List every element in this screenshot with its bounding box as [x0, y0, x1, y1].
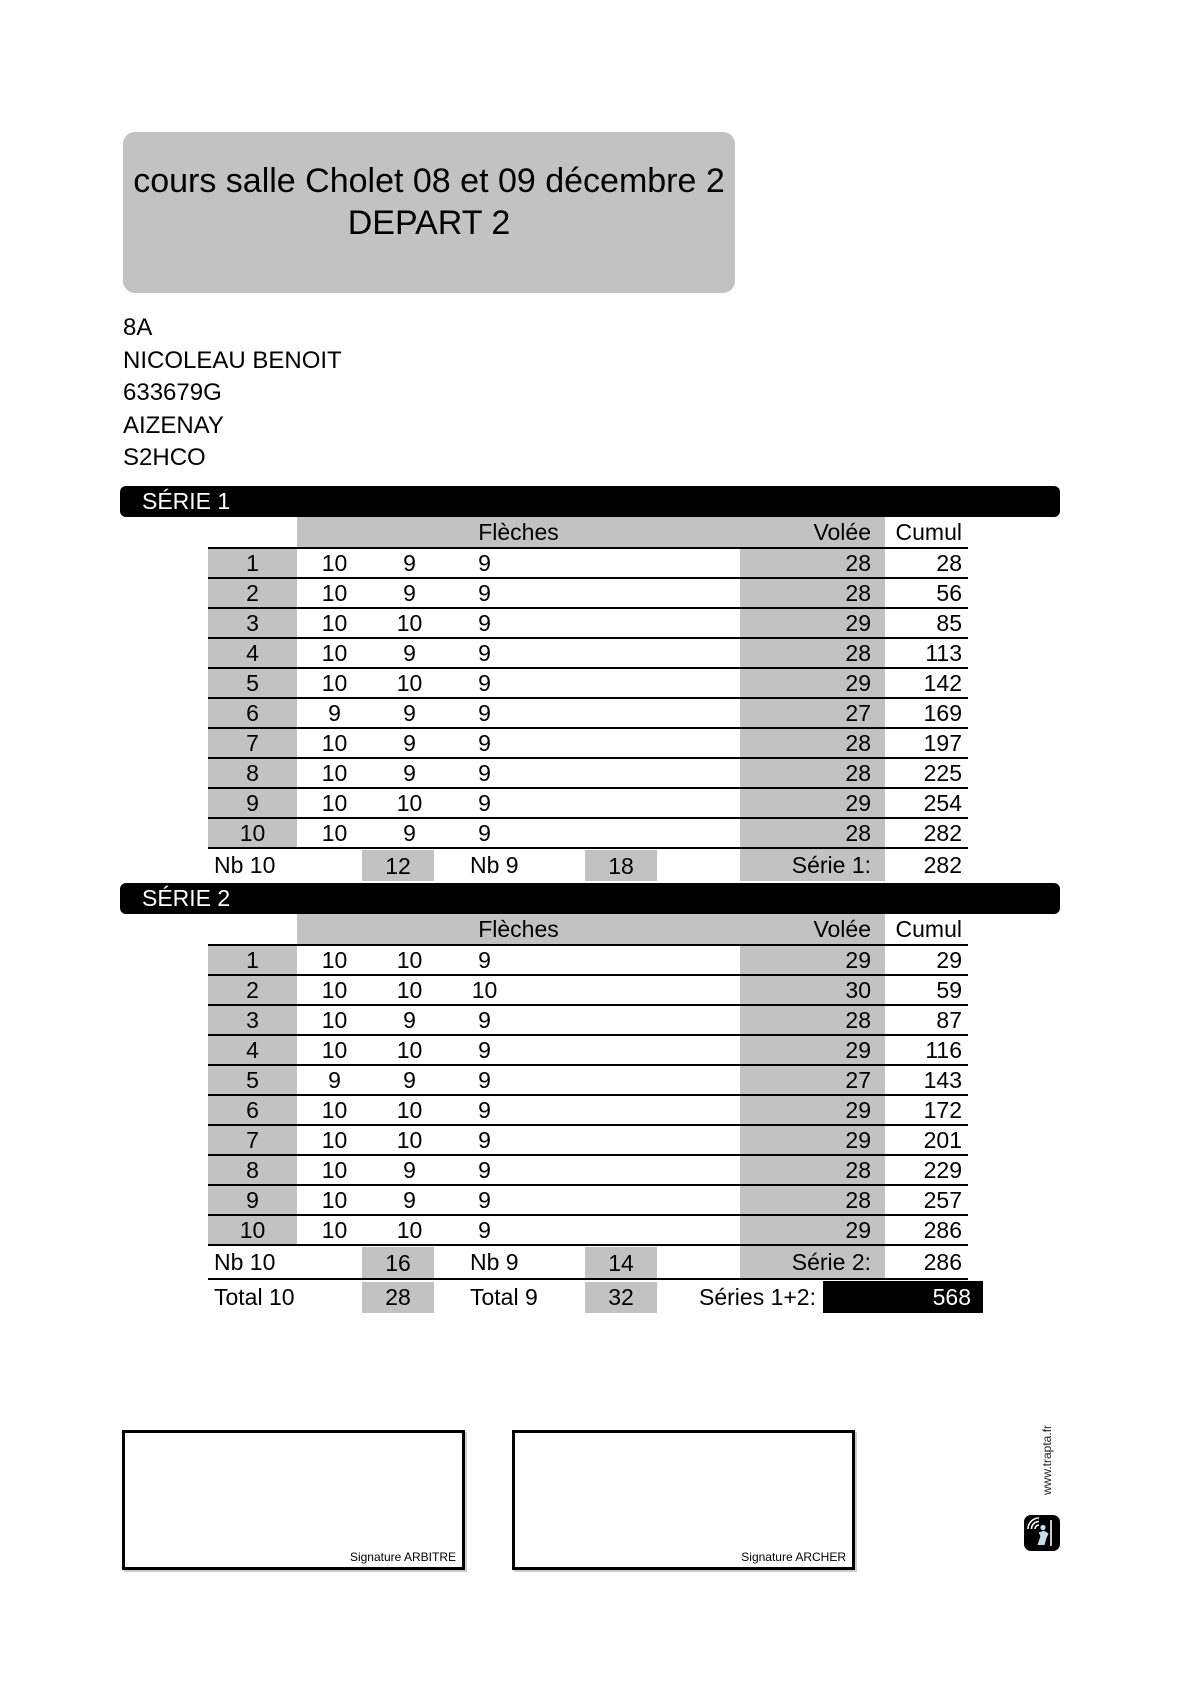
cumul-value: 116	[925, 1037, 962, 1063]
table-row	[208, 609, 968, 639]
arrow-spacer	[522, 1216, 740, 1244]
table-row	[208, 1096, 968, 1126]
arrow-2: 9	[403, 760, 416, 786]
cumul-value: 282	[923, 820, 962, 846]
referee-signature-box	[122, 1430, 465, 1570]
total10-label: Total 10	[214, 1284, 295, 1310]
arrow-1: 10	[321, 580, 348, 606]
arrow-1: 10	[321, 730, 348, 756]
arrow-1: 10	[321, 1127, 348, 1153]
cumul-value: 197	[923, 730, 962, 756]
arrow-2: 9	[403, 1067, 416, 1093]
arrow-3: 9	[478, 790, 491, 816]
archer-name: NICOLEAU BENOIT	[123, 346, 342, 374]
arrow-2: 9	[403, 1157, 416, 1183]
series-title-banner	[120, 486, 1060, 517]
cumul-value: 56	[936, 580, 962, 606]
volley-number: 2	[208, 579, 297, 607]
volee-value: 29	[740, 1096, 885, 1124]
arrow-3: 9	[478, 760, 491, 786]
arrow-spacer	[522, 1126, 740, 1154]
series-total-label: Série 1:	[740, 849, 885, 881]
volee-value: 29	[740, 609, 885, 637]
arrow-spacer	[522, 1036, 740, 1064]
arrow-spacer	[522, 1186, 740, 1214]
arrow-spacer	[522, 976, 740, 1004]
volee-value: 28	[740, 1006, 885, 1034]
target-number: 8A	[123, 314, 153, 341]
arrow-2: 9	[403, 700, 416, 726]
volley-number: 1	[208, 549, 297, 577]
arrow-3: 10	[471, 977, 498, 1003]
table-row	[208, 1036, 968, 1066]
grand-total-label: Séries 1+2:	[699, 1284, 816, 1310]
volley-number: 6	[208, 699, 297, 727]
volee-value: 28	[740, 729, 885, 757]
arrow-1: 10	[321, 640, 348, 666]
event-title: cours salle Cholet 08 et 09 décembre 2	[133, 162, 725, 200]
series-container	[120, 486, 1060, 1316]
volee-value: 29	[740, 1216, 885, 1244]
cumul-value: 143	[923, 1067, 962, 1093]
arrow-1: 9	[328, 1067, 341, 1093]
arrow-3: 9	[478, 670, 491, 696]
arrow-spacer	[522, 699, 740, 727]
arrow-spacer	[522, 549, 740, 577]
volley-number: 7	[208, 1126, 297, 1154]
volley-number: 10	[208, 819, 297, 847]
table-row	[208, 789, 968, 819]
arrow-1: 10	[321, 1037, 348, 1063]
volley-number: 10	[208, 1216, 297, 1244]
nb9-label: Nb 9	[470, 1249, 519, 1275]
cumul-value: 85	[936, 610, 962, 636]
series-title: SÉRIE 2	[142, 885, 231, 911]
cumul-value: 28	[936, 550, 962, 576]
nb-summary-row	[208, 849, 968, 881]
arrow-2: 9	[403, 730, 416, 756]
series-table	[208, 517, 968, 881]
arrow-3: 9	[478, 1157, 491, 1183]
table-row	[208, 819, 968, 849]
volley-number: 8	[208, 1156, 297, 1184]
arrow-1: 10	[321, 1007, 348, 1033]
cumul-value: 142	[923, 670, 962, 696]
volee-value: 28	[740, 1186, 885, 1214]
arrow-2: 9	[403, 1187, 416, 1213]
archer-signature-label: Signature ARCHER	[741, 1550, 846, 1564]
arrow-3: 9	[478, 610, 491, 636]
table-row	[208, 1156, 968, 1186]
arrow-3: 9	[478, 700, 491, 726]
volee-value: 28	[740, 759, 885, 787]
arrow-2: 10	[396, 1127, 423, 1153]
table-row	[208, 1186, 968, 1216]
arrow-spacer	[522, 609, 740, 637]
arrow-3: 9	[478, 1067, 491, 1093]
cumul-value: 169	[923, 700, 962, 726]
nb10-value: 12	[362, 850, 434, 881]
arrow-1: 10	[321, 977, 348, 1003]
arrow-1: 10	[321, 550, 348, 576]
table-row	[208, 946, 968, 976]
nb9-label: Nb 9	[470, 852, 519, 878]
club-name: AIZENAY	[123, 411, 224, 439]
series-total-value: 286	[923, 1249, 962, 1275]
volley-number: 2	[208, 976, 297, 1004]
arrow-3: 9	[478, 1037, 491, 1063]
arrow-3: 9	[478, 1217, 491, 1243]
column-header-cumul: Cumul	[895, 519, 962, 545]
nb10-value: 16	[362, 1247, 434, 1278]
cumul-value: 113	[925, 640, 962, 666]
volee-value: 29	[740, 946, 885, 974]
category-code: S2HCO	[123, 444, 206, 471]
volee-value: 27	[740, 699, 885, 727]
table-header-row	[208, 517, 968, 549]
arrow-1: 9	[328, 700, 341, 726]
arrow-1: 10	[321, 790, 348, 816]
arrow-1: 10	[321, 760, 348, 786]
arrow-2: 10	[396, 610, 423, 636]
cumul-value: 87	[936, 1007, 962, 1033]
nb10-label: Nb 10	[214, 852, 276, 878]
total9-value: 32	[585, 1282, 657, 1313]
arrow-2: 9	[403, 580, 416, 606]
table-row	[208, 549, 968, 579]
arrow-spacer	[522, 639, 740, 667]
arrow-3: 9	[478, 1007, 491, 1033]
arrow-3: 9	[478, 730, 491, 756]
website-url: www.trapta.fr	[1040, 1424, 1054, 1495]
arrow-spacer	[522, 789, 740, 817]
table-row	[208, 976, 968, 1006]
cumul-value: 257	[923, 1187, 962, 1213]
arrow-1: 10	[321, 670, 348, 696]
series-section	[120, 486, 1060, 881]
arrow-3: 9	[478, 947, 491, 973]
grand-total-value: 568	[823, 1281, 983, 1313]
volee-value: 28	[740, 819, 885, 847]
table-row	[208, 579, 968, 609]
table-row	[208, 1006, 968, 1036]
table-row	[208, 1216, 968, 1246]
arrow-spacer	[522, 1096, 740, 1124]
volee-value: 29	[740, 789, 885, 817]
column-header-fleches: Flèches	[478, 519, 559, 545]
rows	[208, 946, 968, 1246]
table-row	[208, 699, 968, 729]
total9-label: Total 9	[470, 1284, 538, 1310]
cumul-value: 254	[923, 790, 962, 816]
volley-number: 3	[208, 1006, 297, 1034]
series-total-value: 282	[923, 852, 962, 878]
volee-value: 28	[740, 639, 885, 667]
volley-number: 1	[208, 946, 297, 974]
table-row	[208, 669, 968, 699]
total10-value: 28	[362, 1282, 434, 1313]
series-section	[120, 883, 1060, 1314]
event-depart: DEPART 2	[347, 204, 511, 242]
nb-summary-row	[208, 1246, 968, 1278]
table-row	[208, 729, 968, 759]
volley-number: 4	[208, 639, 297, 667]
series-title-banner	[120, 883, 1060, 914]
series-table	[208, 914, 971, 1314]
table-row	[208, 639, 968, 669]
volley-number: 6	[208, 1096, 297, 1124]
archer-info-block	[123, 312, 342, 475]
column-header-volee: Volée	[813, 916, 871, 942]
series-title: SÉRIE 1	[142, 488, 231, 514]
table-row	[208, 1126, 968, 1156]
volee-value: 29	[740, 669, 885, 697]
table-row	[208, 759, 968, 789]
column-header-cumul: Cumul	[895, 916, 962, 942]
volley-number: 9	[208, 789, 297, 817]
arrow-1: 10	[321, 820, 348, 846]
arrow-1: 10	[321, 1157, 348, 1183]
arrow-2: 10	[396, 670, 423, 696]
arrow-3: 9	[478, 550, 491, 576]
column-header-volee: Volée	[813, 519, 871, 545]
arrow-2: 9	[403, 1007, 416, 1033]
arrow-spacer	[522, 819, 740, 847]
arrow-1: 10	[321, 610, 348, 636]
volley-number: 7	[208, 729, 297, 757]
nb10-label: Nb 10	[214, 1249, 276, 1275]
arrow-3: 9	[478, 820, 491, 846]
volley-number: 3	[208, 609, 297, 637]
column-header-fleches: Flèches	[478, 916, 559, 942]
arrow-3: 9	[478, 1127, 491, 1153]
arrow-2: 10	[396, 947, 423, 973]
arrow-spacer	[522, 579, 740, 607]
arrow-2: 10	[396, 1217, 423, 1243]
arrow-1: 10	[321, 947, 348, 973]
nb9-value: 18	[585, 850, 657, 881]
cumul-value: 172	[923, 1097, 962, 1123]
arrow-2: 9	[403, 550, 416, 576]
rows	[208, 549, 968, 849]
arrow-2: 10	[396, 977, 423, 1003]
arrow-1: 10	[321, 1097, 348, 1123]
arrow-2: 10	[396, 1097, 423, 1123]
volee-value: 29	[740, 1036, 885, 1064]
trapta-logo-icon	[1024, 1515, 1060, 1551]
archer-signature-box	[512, 1430, 855, 1570]
volley-number: 9	[208, 1186, 297, 1214]
volee-value: 27	[740, 1066, 885, 1094]
arrow-spacer	[522, 1066, 740, 1094]
cumul-value: 201	[923, 1127, 962, 1153]
volee-value: 29	[740, 1126, 885, 1154]
arrow-1: 10	[321, 1217, 348, 1243]
arrow-spacer	[522, 1156, 740, 1184]
grand-total-row	[208, 1278, 971, 1314]
licence-number: 633679G	[123, 379, 222, 406]
arrow-1: 10	[321, 1187, 348, 1213]
table-row	[208, 1066, 968, 1096]
cumul-value: 229	[923, 1157, 962, 1183]
arrow-spacer	[522, 729, 740, 757]
arrow-spacer	[522, 759, 740, 787]
event-header-box	[123, 132, 735, 293]
series-total-label: Série 2:	[740, 1246, 885, 1278]
referee-signature-label: Signature ARBITRE	[349, 1550, 456, 1564]
cumul-value: 29	[936, 947, 962, 973]
volee-value: 28	[740, 1156, 885, 1184]
arrow-2: 10	[396, 1037, 423, 1063]
volley-number: 5	[208, 1066, 297, 1094]
arrow-3: 9	[478, 580, 491, 606]
arrow-spacer	[522, 1006, 740, 1034]
volee-value: 28	[740, 549, 885, 577]
arrow-2: 9	[403, 640, 416, 666]
volley-number: 4	[208, 1036, 297, 1064]
cumul-value: 286	[923, 1217, 962, 1243]
cumul-value: 225	[923, 760, 962, 786]
table-header-row	[208, 914, 968, 946]
volley-number: 8	[208, 759, 297, 787]
arrow-spacer	[522, 946, 740, 974]
volee-value: 30	[740, 976, 885, 1004]
volee-value: 28	[740, 579, 885, 607]
arrow-3: 9	[478, 640, 491, 666]
arrow-3: 9	[478, 1187, 491, 1213]
arrow-2: 9	[403, 820, 416, 846]
arrow-spacer	[522, 669, 740, 697]
volley-number: 5	[208, 669, 297, 697]
arrow-3: 9	[478, 1097, 491, 1123]
arrow-2: 10	[396, 790, 423, 816]
nb9-value: 14	[585, 1247, 657, 1278]
cumul-value: 59	[936, 977, 962, 1003]
